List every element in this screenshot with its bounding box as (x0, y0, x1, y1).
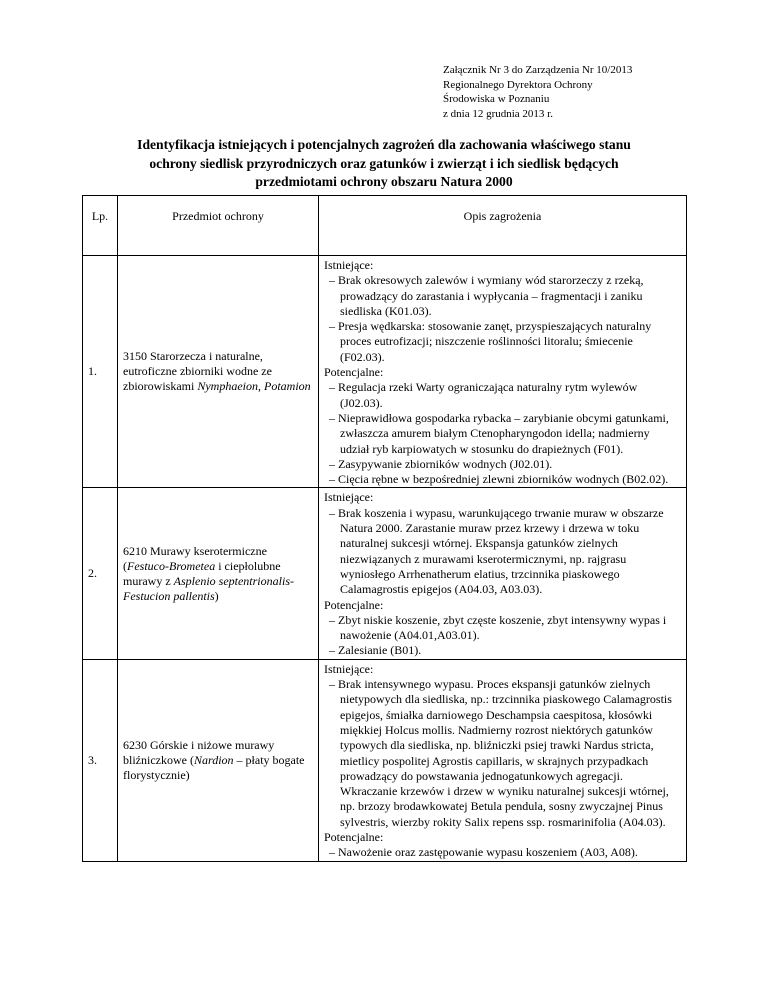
row-number: 1. (83, 256, 118, 488)
header-lp: Lp. (83, 196, 118, 256)
threat-item: – Regulacja rzeki Warty ograniczająca naturalny rytm wylewów (J02.03). (329, 380, 638, 410)
threat-item: – Brak okresowych zalewów i wymiany wód starorzeczy z rzeką, prowadzący do zarastania i wypłycania – fragmentacji i zaniku siedliska (K01.03). (329, 273, 644, 318)
header-line: Regionalnego Dyrektora Ochrony (443, 78, 593, 91)
protection-subject: 6210 Murawy kserotermiczne (Festuco-Brometea i ciepłolubne murawy z Asplenio septentrionalis-Festucion pallentis) (118, 488, 319, 659)
threat-item: – Nieprawidłowa gospodarka rybacka – zarybianie obcymi gatunkami, zwłaszcza amurem białym Ctenopharyngodon idella; nadmierny udział ryb karpiowatych w stosunku do drapieżnych (F01). (329, 410, 669, 456)
title-line: przedmiotami ochrony obszaru Natura 2000 (255, 174, 513, 189)
header-line: Środowiska w Poznaniu (443, 93, 550, 105)
potential-label: Potencjalne: (324, 829, 384, 844)
threat-item: – Presja wędkarska: stosowanie zanęt, przyspieszających naturalny proces eutrofizacji; niszczenie roślinności litoralu; śmiecenie (F02.03). (329, 319, 652, 364)
threat-item: – Zasypywanie zbiorników wodnych (J02.01). (329, 456, 553, 471)
protection-subject: 6230 Górskie i niżowe murawy bliźniczkowe (Nardion – płaty bogate florystycznie) (118, 659, 319, 861)
threat-item: – Brak koszenia i wypasu, warunkującego trwanie muraw w obszarze Natura 2000. Zarastanie muraw przez krzewy i drzewa w toku naturalnej sukcesji wtórnej. Ekspansja gatunków zielnych niezwiązanych z murawami kserotermicznymi, np. rajgrasu wyniosłego Arrhenatherum elatius, trzcinnika piaskowego Calamagrostis epigejos (A04.03, A03.03). (329, 505, 664, 597)
threat-item: – Zalesianie (B01). (329, 643, 422, 658)
document-header (443, 63, 632, 121)
threat-item: – Zbyt niskie koszenie, zbyt częste koszenie, zbyt intensywny wypas i nawożenie (A04.01,A03.01). (329, 612, 667, 643)
existing-label: Istniejące: (324, 258, 374, 272)
header-line: Załącznik Nr 3 do Zarządzenia Nr 10/2013 (443, 64, 633, 76)
title-line: Identyfikacja istniejących i potencjalnych zagrożeń dla zachowania właściwego stanu (137, 137, 631, 152)
threat-item: – Brak intensywnego wypasu. Proces ekspansji gatunków zielnych nietypowych dla siedliska, np.: trzcinnika piaskowego Calamagrostis epigejos, śmiałka darniowego Deschampsia caespitosa, kłosówki miękkiej Holcus mollis. Nadmierny rozrost niektórych gatunków typowych dla siedliska, np. bliźniczki psiej trawki Nardus stricta, mietlicy pospolitej Agrostis capillaris, w skrajnych przypadkach prowadzący do powstawania jednogatunkowych agregacji. Wkraczanie krzewów i drzew w wyniku naturalnej sukcesji wtórnej, np. brzozy brodawkowatej Betula pendula, sosny zwyczajnej Pinus sylvestris, wierzby rokity Salix repens ssp. rosmarinifolia (A04.03). (329, 677, 672, 829)
row-number: 3. (83, 659, 118, 861)
table-row (83, 256, 687, 488)
header-line: z dnia 12 grudnia 2013 r. (443, 107, 553, 120)
header-description: Opis zagrożenia (319, 196, 687, 256)
threat-description (319, 256, 687, 488)
document-title (84, 136, 684, 192)
threats-table (82, 195, 687, 862)
threat-description (319, 659, 687, 861)
existing-label: Istniejące: (324, 661, 374, 676)
table-row (83, 659, 687, 861)
potential-label: Potencjalne: (324, 365, 384, 380)
protection-subject: 3150 Starorzecza i naturalne, eutroficzne zbiorniki wodne ze zbiorowiskami Nymphaeion, Potamion (118, 256, 319, 488)
threat-item: – Nawożenie oraz zastępowanie wypasu koszeniem (A03, A08). (329, 845, 638, 860)
table-header-row (83, 196, 687, 256)
row-number: 2. (83, 488, 118, 659)
title-line: ochrony siedlisk przyrodniczych oraz gatunków i zwierząt i ich siedlisk będących (149, 155, 619, 171)
threat-description (319, 488, 687, 659)
existing-label: Istniejące: (324, 490, 374, 505)
potential-label: Potencjalne: (324, 597, 384, 612)
threat-item: – Cięcia rębne w bezpośredniej zlewni zbiorników wodnych (B02.02). (329, 472, 669, 487)
table-row (83, 488, 687, 659)
header-subject: Przedmiot ochrony (118, 196, 319, 256)
